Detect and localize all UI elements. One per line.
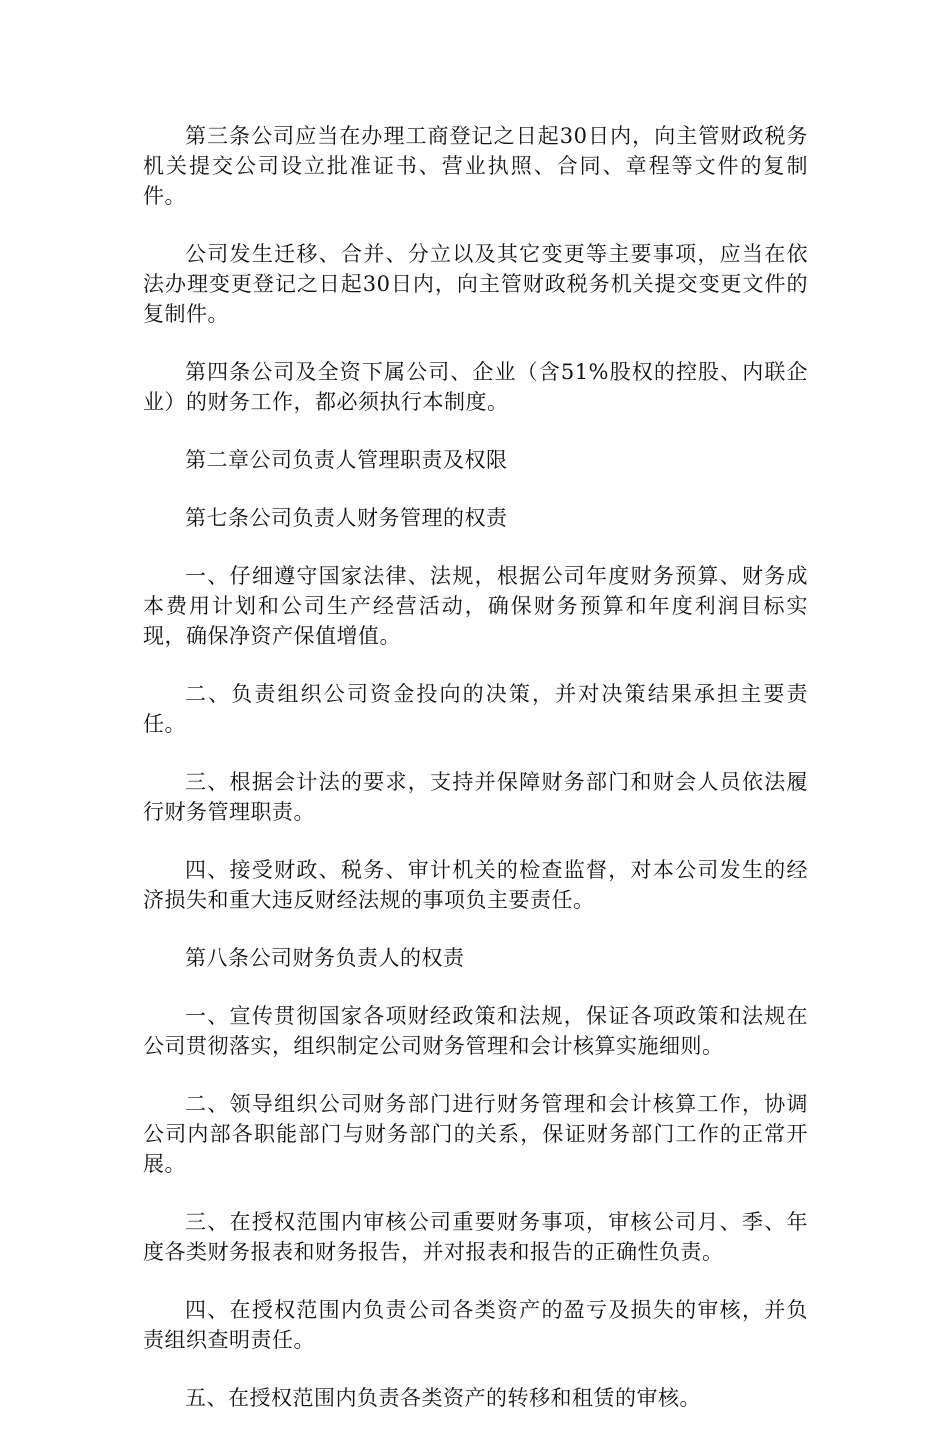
article-8-heading: 第八条公司财务负责人的权责 xyxy=(185,946,465,970)
article-7-item-2: 二、负责组织公司资金投向的决策，并对决策结果承担主要责任。 xyxy=(143,682,808,736)
article-7-item-4: 四、接受财政、税务、审计机关的检查监督，对本公司发生的经济损失和重大违反财经法规的事项负主要责任。 xyxy=(143,858,808,912)
article-8-item-1: 一、宣传贯彻国家各项财经政策和法规，保证各项政策和法规在公司贯彻落实，组织制定公司财务管理和会计核算实施细则。 xyxy=(143,1004,808,1058)
article-8-item-5: 五、在授权范围内负责各类资产的转移和租赁的审核。 xyxy=(185,1386,701,1410)
article-7-item-1: 一、仔细遵守国家法律、法规，根据公司年度财务预算、财务成本费用计划和公司生产经营活动，确保财务预算和年度利润目标实现，确保净资产保值增值。 xyxy=(143,564,808,648)
article-8-item-3: 三、在授权范围内审核公司重要财务事项，审核公司月、季、年度各类财务报表和财务报告，并对报表和报告的正确性负责。 xyxy=(143,1210,808,1264)
article-7-item-3: 三、根据会计法的要求，支持并保障财务部门和财会人员依法履行财务管理职责。 xyxy=(143,770,808,824)
article-4-paragraph: 第四条公司及全资下属公司、企业（含51%股权的控股、内联企业）的财务工作，都必须执行本制度。 xyxy=(143,360,808,414)
article-8-item-4: 四、在授权范围内负责公司各类资产的盈亏及损失的审核，并负责组织查明责任。 xyxy=(143,1298,808,1352)
article-3-paragraph: 第三条公司应当在办理工商登记之日起30日内，向主管财政税务机关提交公司设立批准证书、营业执照、合同、章程等文件的复制件。 xyxy=(143,124,808,208)
chapter-2-heading: 第二章公司负责人管理职责及权限 xyxy=(185,448,508,472)
article-7-heading: 第七条公司负责人财务管理的权责 xyxy=(185,506,508,530)
change-registration-paragraph: 公司发生迁移、合并、分立以及其它变更等主要事项，应当在依法办理变更登记之日起30日内，向主管财政税务机关提交变更文件的复制件。 xyxy=(143,242,808,326)
document-body xyxy=(143,121,808,1441)
article-8-item-2: 二、领导组织公司财务部门进行财务管理和会计核算工作，协调公司内部各职能部门与财务部门的关系，保证财务部门工作的正常开展。 xyxy=(143,1092,808,1176)
